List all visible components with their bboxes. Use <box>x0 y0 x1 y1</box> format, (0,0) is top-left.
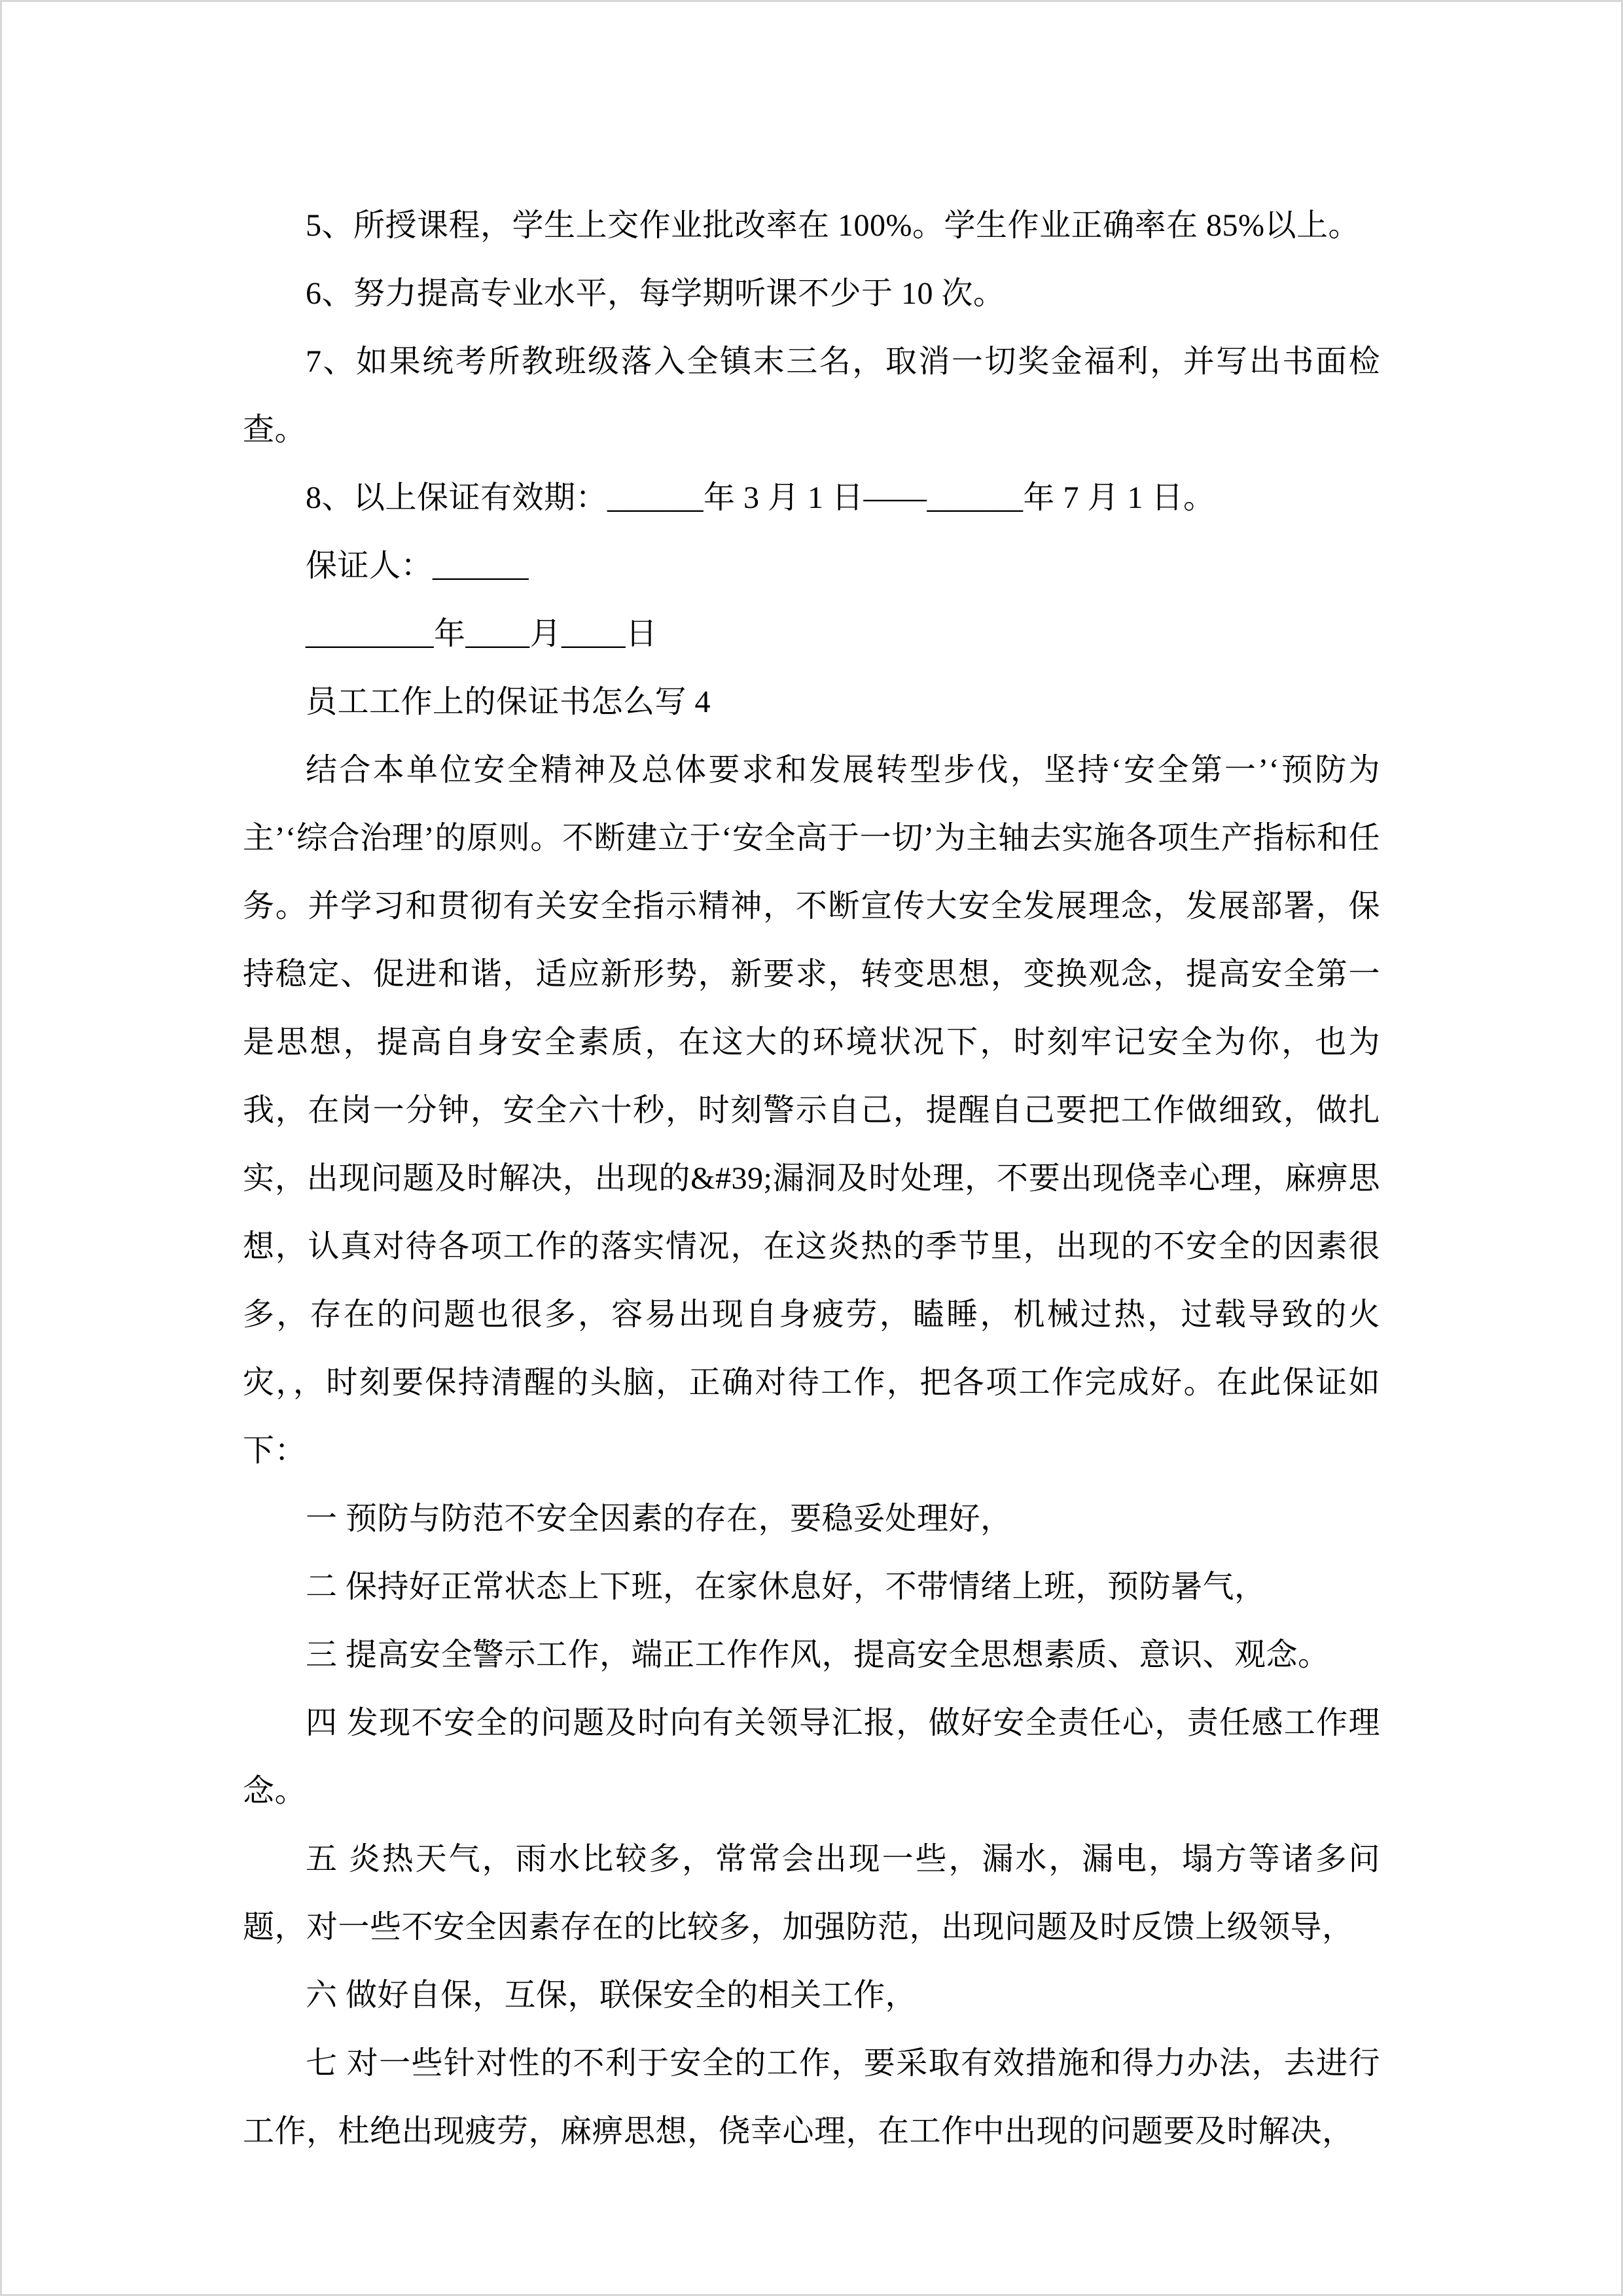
paragraph-item-8: 8、以上保证有效期：______年 3 月 1 日——______年 7 月 1 日。 <box>306 480 1215 515</box>
list-item-4: 四 发现不安全的问题及时向有关领导汇报，做好安全责任心，责任感工作理念。 <box>243 1706 1380 1808</box>
paragraph-item-7: 7、如果统考所教班级落入全镇末三名，取消一切奖金福利，并写出书面检查。 <box>243 344 1380 447</box>
list-item-7: 七 对一些针对性的不利于安全的工作，要采取有效措施和得力办法，去进行工作，杜绝出现疲劳，麻痹思想，侥幸心理，在工作中出现的问题要及时解决， <box>243 2046 1380 2149</box>
list-item-5: 五 炎热天气，雨水比较多，常常会出现一些，漏水，漏电，塌方等诸多问题，对一些不安全因素存在的比较多，加强防范，出现问题及时反馈上级领导， <box>243 1842 1380 1945</box>
list-item-3: 三 提高安全警示工作，端正工作作风，提高安全思想素质、意识、观念。 <box>306 1638 1330 1672</box>
section-title: 员工工作上的保证书怎么写 4 <box>306 685 711 719</box>
date-line: ________年____月____日 <box>306 617 658 651</box>
list-item-2: 二 保持好正常状态上下班，在家休息好，不带情绪上班，预防暑气， <box>306 1570 1266 1604</box>
body-paragraph: 结合本单位安全精神及总体要求和发展转型步伐，坚持‘安全第一’‘预防为主’‘综合治理’的原则。不断建立于‘安全高于一切’为主轴去实施各项生产指标和任务。并学习和贯彻有关安全指示精神，不断宣传大安全发展理念，发展部署，保持稳定、促进和谐，适应新形势，新要求，转变思想，变换观念，提高安全第一是思想，提高自身安全素质，在这大的环境状况下，时刻牢记安全为你，也为我，在岗一分钟，安全六十秒，时刻警示自己，提醒自己要把工作做细致，做扎实，出现问题及时解决，出现的&#39;漏洞及时处理，不要出现侥幸心理，麻痹思想，认真对待各项工作的落实情况，在这炎热的季节里，出现的不安全的因素很多，存在的问题也很多，容易出现自身疲劳，瞌睡，机械过热，过载导致的火灾，，时刻要保持清醒的头脑，正确对待工作，把各项工作完成好。在此保证如下： <box>243 753 1380 1468</box>
paragraph-item-5: 5、所授课程，学生上交作业批改率在 100%。学生作业正确率在 85%以上。 <box>306 208 1360 243</box>
list-item-1: 一 预防与防范不安全因素的存在，要稳妥处理好， <box>306 1501 1012 1536</box>
guarantor-line: 保证人：______ <box>306 548 529 583</box>
paragraph-item-6: 6、努力提高专业水平，每学期听课不少于 10 次。 <box>306 276 1005 311</box>
list-item-6: 六 做好自保，互保，联保安全的相关工作， <box>306 1978 918 2013</box>
